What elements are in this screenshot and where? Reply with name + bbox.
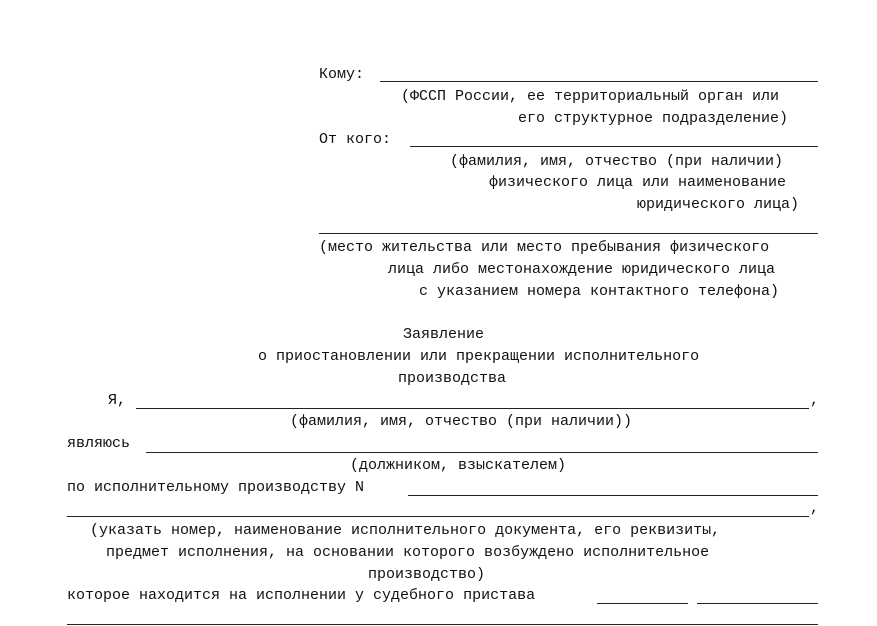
to-label: Кому:	[319, 66, 365, 83]
document-title: Заявление	[403, 326, 485, 343]
address-note-line-2: лица либо местонахождение юридического лица	[388, 261, 776, 278]
address-note-line-3: с указанием номера контактного телефона)	[419, 283, 780, 300]
proceeding-label: по исполнительному производству N	[67, 479, 365, 496]
from-note-line-3: юридического лица)	[637, 196, 800, 213]
bailiff-label: которое находится на исполнении у судебного пристава	[67, 587, 536, 604]
from-note-line-1: (фамилия, имя, отчество (при наличии)	[450, 153, 784, 170]
to-note-line-2: его структурное подразделение)	[518, 110, 789, 127]
role-field-line	[146, 452, 818, 453]
document-subtitle-line-2: производства	[398, 370, 507, 387]
from-note-line-2: физического лица или наименование	[489, 174, 787, 191]
document-details-line	[67, 516, 809, 517]
fio-field-line	[136, 408, 809, 409]
role-note: (должником, взыскателем)	[350, 457, 567, 474]
i-label: Я,	[108, 392, 127, 409]
bailiff-field-line-1	[597, 603, 688, 604]
address-field-line	[319, 233, 818, 234]
bailiff-continuation-line	[67, 624, 818, 625]
document-subtitle-line-1: о приостановлении или прекращении исполнительного	[258, 348, 700, 365]
document-note-line-3: производство)	[368, 566, 486, 583]
proceeding-number-line	[408, 495, 818, 496]
from-field-line	[410, 146, 818, 147]
bailiff-field-line-2	[697, 603, 818, 604]
address-note-line-1: (место жительства или место пребывания физического	[319, 239, 770, 256]
to-note-line-1: (ФССП России, ее территориальный орган или	[401, 88, 780, 105]
fio-note: (фамилия, имя, отчество (при наличии))	[290, 413, 633, 430]
document-note-line-2: предмет исполнения, на основании которого возбуждено исполнительное	[106, 544, 710, 561]
from-label: От кого:	[319, 131, 392, 148]
being-label: являюсь	[67, 435, 131, 452]
fio-comma: ,	[810, 392, 820, 409]
to-field-line	[380, 81, 818, 82]
document-note-line-1: (указать номер, наименование исполнительного документа, его реквизиты,	[90, 522, 721, 539]
details-comma: ,	[810, 500, 820, 517]
